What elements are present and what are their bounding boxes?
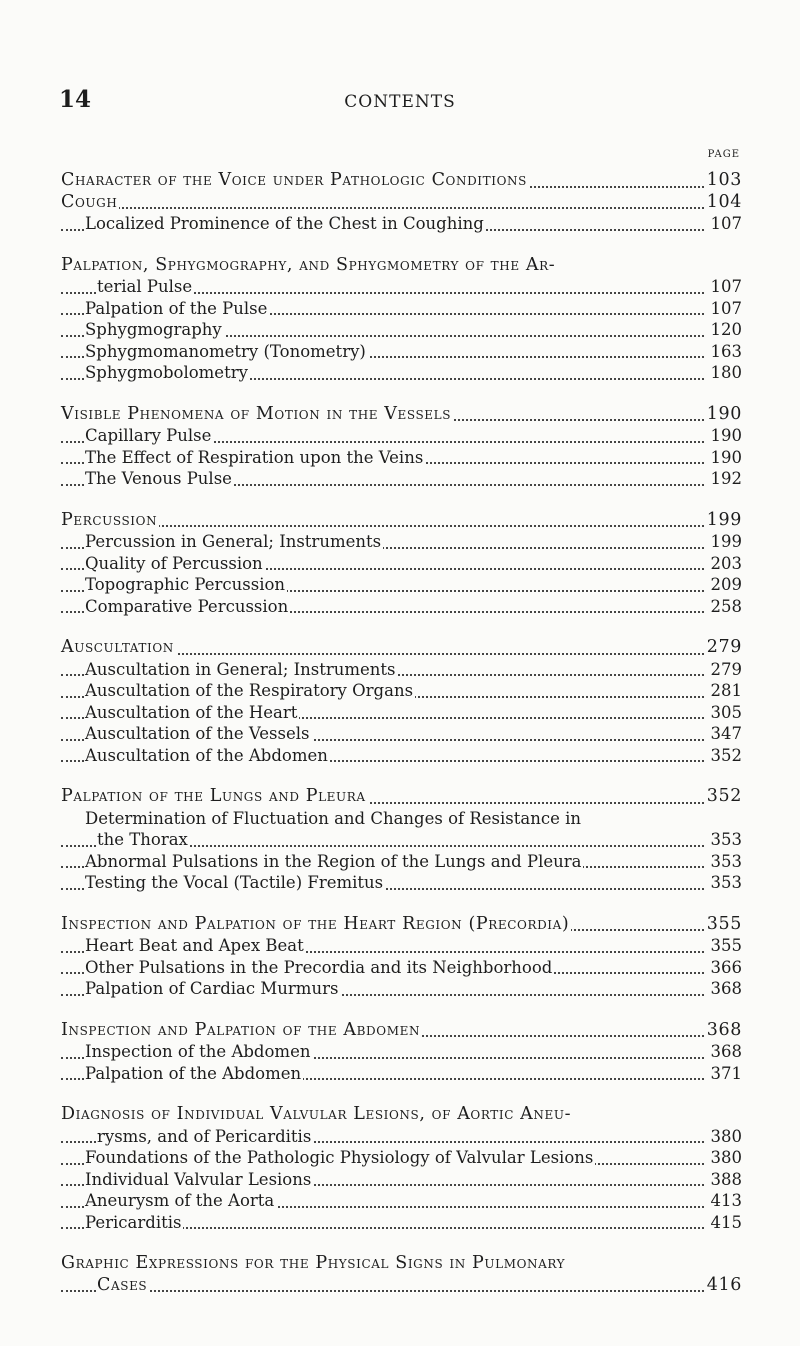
- toc-entry-title: Visible Phenomena of Motion in the Vessels: [61, 403, 452, 424]
- toc-entry-title: The Effect of Respiration upon the Veins: [85, 447, 424, 467]
- toc-entry-title: Auscultation: [61, 637, 174, 657]
- toc-page-number: 416: [704, 1275, 742, 1297]
- toc-heading-line: [61, 786, 742, 808]
- toc-entry-line: [61, 341, 742, 363]
- toc-entry-line: [61, 531, 742, 553]
- toc-entry-line: [61, 745, 742, 767]
- toc-entry-title: the Thorax: [97, 830, 188, 849]
- toc-entry-title: Character of the Voice under Pathologic Conditions: [61, 170, 527, 190]
- toc-entry-title: Foundations of the Pathologic Physiology of Valvular Lesions: [85, 1148, 594, 1167]
- page-number: 14: [59, 86, 92, 113]
- toc-heading-line: [61, 192, 742, 214]
- toc-section: [61, 1020, 742, 1085]
- toc-entry-line: [61, 574, 742, 596]
- toc-page-number: 371: [704, 1063, 742, 1085]
- toc-page-number: 279: [704, 637, 742, 659]
- toc-page-number: 366: [704, 957, 742, 979]
- toc-entry-title: Determination of Fluctuation and Changes of Resistance in: [85, 808, 582, 828]
- toc-page-number: 107: [704, 213, 742, 235]
- toc-page-number: 192: [704, 468, 742, 490]
- toc-entry-line: [61, 362, 742, 384]
- toc-entry-line: [61, 298, 742, 320]
- toc-entry-line: [61, 1169, 742, 1191]
- toc-entry-title: Graphic Expressions for the Physical Signs in Pulmonary: [61, 1253, 566, 1273]
- toc-page-number: 380: [704, 1147, 742, 1169]
- toc-page-number: 190: [704, 425, 742, 447]
- toc-entry-title: Auscultation of the Abdomen: [85, 745, 328, 765]
- toc-entry-line: [61, 1147, 742, 1169]
- toc-entry-title: The Venous Pulse: [85, 469, 232, 488]
- toc-entry-line: [61, 1190, 742, 1212]
- toc-entry-title: Palpation of the Lungs and Pleura: [61, 786, 366, 806]
- toc-entry-title: Comparative Percussion: [85, 596, 289, 616]
- running-title: CONTENTS: [344, 92, 456, 112]
- toc-page-number: 120: [704, 319, 742, 341]
- toc-page-number: 107: [704, 276, 742, 298]
- toc-page-number: 199: [704, 510, 742, 532]
- toc-entry-title: terial Pulse: [97, 277, 193, 296]
- toc-section: [61, 914, 742, 1000]
- toc-entry-title: Auscultation of the Heart: [85, 702, 298, 722]
- toc-entry-title: Inspection of the Abdomen: [85, 1042, 311, 1061]
- toc-entry-line: [61, 319, 742, 341]
- toc-page-number: 104: [704, 192, 742, 214]
- toc-entry-line: [61, 957, 742, 979]
- toc-page-number: 190: [704, 447, 742, 469]
- toc-heading-line: [61, 1104, 742, 1126]
- toc-page-number: 353: [704, 872, 742, 894]
- toc-heading-line: [61, 1020, 742, 1042]
- toc-heading-line: [61, 1253, 742, 1275]
- toc-entry-title: Percussion in General; Instruments: [85, 532, 382, 551]
- toc-page-number: 209: [704, 574, 742, 596]
- running-header: [0, 86, 800, 116]
- toc-page-number: 353: [704, 829, 742, 851]
- toc-entry-line: [61, 702, 742, 724]
- toc-page-number: 103: [704, 170, 742, 192]
- toc-section: [61, 1104, 742, 1233]
- toc-entry-title: Auscultation of the Vessels: [85, 724, 310, 743]
- toc-entry-title: Inspection and Palpation of the Heart Region (Precordia): [61, 913, 570, 934]
- toc-section: [61, 255, 742, 384]
- toc-entry-line: [61, 447, 742, 469]
- toc-page-number: 388: [704, 1169, 742, 1191]
- toc-section: [61, 1253, 742, 1296]
- toc-entry-title: Other Pulsations in the Precordia and its Neighborhood: [85, 957, 553, 977]
- toc-entry-title: Sphygmobolometry: [85, 363, 248, 382]
- toc-entry-line: [61, 596, 742, 618]
- toc-page-number: 353: [704, 851, 742, 873]
- toc-entry-line: [61, 808, 742, 830]
- toc-entry-line: [61, 1275, 742, 1297]
- toc-entry-line: [61, 829, 742, 851]
- toc-entry-title: Palpation, Sphygmography, and Sphygmometry of the Ar-: [61, 254, 556, 275]
- toc-entry-title: Diagnosis of Individual Valvular Lesions, of Aortic Aneu-: [61, 1104, 572, 1124]
- toc-page-number: 355: [704, 914, 742, 936]
- toc-heading-line: [61, 637, 742, 659]
- toc-page-number: 368: [704, 1020, 742, 1042]
- toc-section: [61, 637, 742, 766]
- toc-entry-line: [61, 553, 742, 575]
- dot-leader: [61, 207, 704, 209]
- toc-page-number: 368: [704, 1041, 742, 1063]
- toc-page-number: 180: [704, 362, 742, 384]
- toc-entry-line: [61, 425, 742, 447]
- toc-entry-title: Capillary Pulse: [85, 426, 212, 445]
- toc-section: [61, 404, 742, 490]
- toc-page-number: 355: [704, 935, 742, 957]
- toc-entry-line: [61, 1041, 742, 1063]
- toc-entry-title: Aneurysm of the Aorta: [85, 1191, 275, 1210]
- toc-page-number: 281: [704, 680, 742, 702]
- toc-entry-line: [61, 213, 742, 235]
- toc-section: [61, 510, 742, 618]
- toc-page-number: 199: [704, 531, 742, 553]
- toc-entry-title: Pericarditis: [85, 1212, 182, 1232]
- dot-leader: [61, 1290, 704, 1292]
- toc-section: [61, 786, 742, 894]
- toc-entry-title: Percussion: [61, 509, 158, 530]
- toc-entry-line: [61, 468, 742, 490]
- toc-entry-line: [61, 1212, 742, 1234]
- toc-page-number: 279: [704, 659, 742, 681]
- toc-entry-title: rysms, and of Pericarditis: [97, 1126, 312, 1146]
- toc-entry-title: Palpation of the Pulse: [85, 298, 268, 318]
- toc-entry-title: Testing the Vocal (Tactile) Fremitus: [85, 873, 384, 892]
- toc-entry-title: Palpation of Cardiac Murmurs: [85, 979, 339, 998]
- toc-page-number: 368: [704, 978, 742, 1000]
- toc-page-number: 352: [704, 786, 742, 808]
- toc-page-number: 163: [704, 341, 742, 363]
- toc-entry-line: [61, 1126, 742, 1148]
- toc-entry-line: [61, 851, 742, 873]
- toc-page-number: 107: [704, 298, 742, 320]
- toc-heading-line: [61, 914, 742, 936]
- toc-heading-line: [61, 510, 742, 532]
- toc-entry-title: Abnormal Pulsations in the Region of the Lungs and Pleura: [85, 851, 582, 871]
- toc-entry-title: Heart Beat and Apex Beat: [85, 936, 304, 955]
- toc-page-number: 258: [704, 596, 742, 618]
- toc-entry-title: Inspection and Palpation of the Abdomen: [61, 1019, 421, 1040]
- toc-page-number: 413: [704, 1190, 742, 1212]
- toc-page-number: 190: [704, 404, 742, 426]
- toc-entry-title: Auscultation in General; Instruments: [85, 659, 396, 679]
- toc-page-number: 305: [704, 702, 742, 724]
- toc-entry-title: Quality of Percussion: [85, 553, 263, 573]
- toc-entry-title: Localized Prominence of the Chest in Coughing: [85, 214, 484, 233]
- toc-entry-title: Topographic Percussion: [85, 575, 286, 594]
- toc-heading-line: [61, 255, 742, 277]
- toc-entry-line: [61, 276, 742, 298]
- page-column-label: PAGE: [707, 149, 740, 160]
- toc-page-number: 347: [704, 723, 742, 745]
- table-of-contents: [61, 170, 742, 1316]
- toc-entry-line: [61, 935, 742, 957]
- toc-heading-line: [61, 404, 742, 426]
- toc-page-number: 415: [704, 1212, 742, 1234]
- toc-page-number: 352: [704, 745, 742, 767]
- toc-entry-title: Sphygmomanometry (Tonometry): [85, 341, 366, 361]
- toc-entry-title: Palpation of the Abdomen: [85, 1063, 302, 1083]
- toc-entry-line: [61, 723, 742, 745]
- toc-entry-title: Cough: [61, 191, 118, 212]
- toc-entry-title: Auscultation of the Respiratory Organs: [85, 681, 414, 700]
- toc-entry-title: Individual Valvular Lesions: [85, 1169, 312, 1189]
- toc-entry-line: [61, 680, 742, 702]
- toc-entry-line: [61, 872, 742, 894]
- toc-entry-line: [61, 1063, 742, 1085]
- toc-page-number: 380: [704, 1126, 742, 1148]
- toc-page-number: 203: [704, 553, 742, 575]
- toc-entry-line: [61, 659, 742, 681]
- toc-entry-title: Cases: [97, 1274, 148, 1295]
- toc-entry-line: [61, 978, 742, 1000]
- toc-entry-title: Sphygmography: [85, 320, 222, 339]
- toc-section: [61, 170, 742, 235]
- toc-heading-line: [61, 170, 742, 192]
